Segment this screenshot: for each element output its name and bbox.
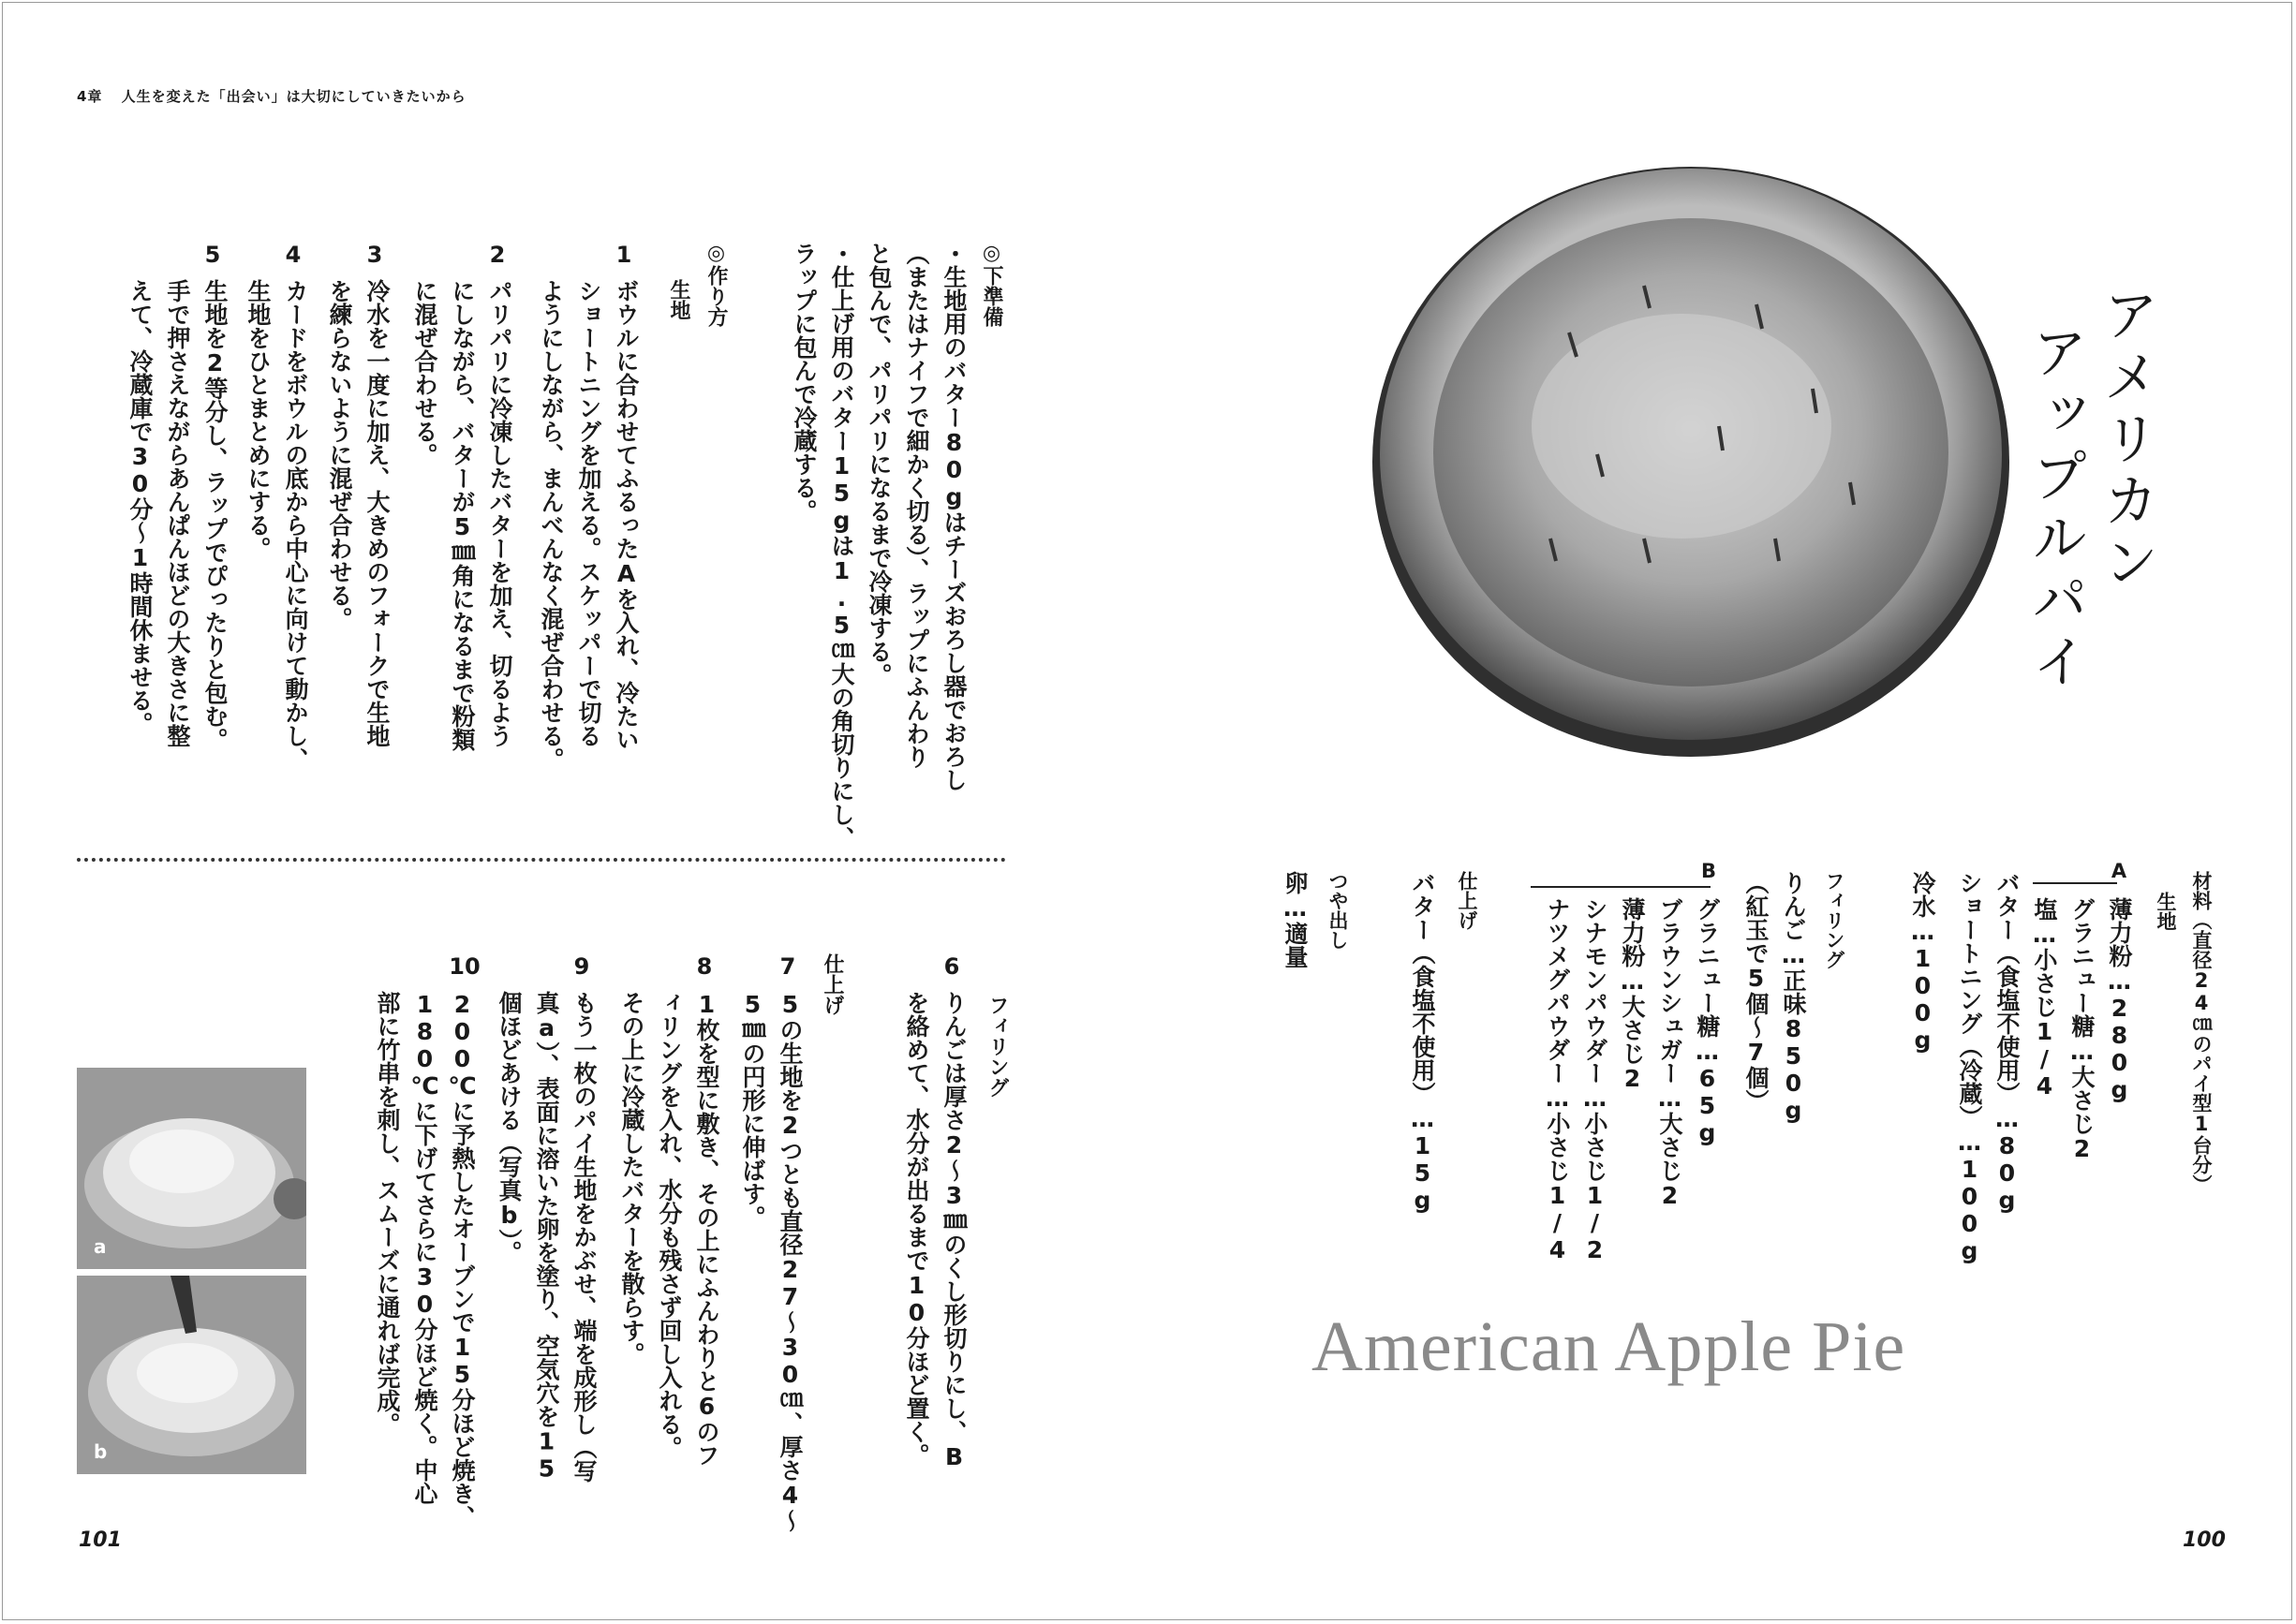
group-b-label: B xyxy=(1697,860,1720,882)
group-b-rule xyxy=(1531,886,1711,888)
page-number-left: 101 xyxy=(79,1528,122,1552)
apple-pie-photo xyxy=(1363,145,2019,763)
ingredient-item: （紅玉で5個〜7個） xyxy=(1742,871,1770,1113)
step-line: 1枚を型に敷き、その上にふんわりと6のフ xyxy=(693,991,720,1467)
step-number: 7 xyxy=(779,953,796,980)
step-line: 5の生地を2つとも直径27〜30㎝、厚さ4〜 xyxy=(777,991,804,1532)
step-line: 生地をひとまとめにする。 xyxy=(244,279,272,560)
photo-label: a xyxy=(94,1235,107,1258)
ingredient-item: バター（食塩不使用）…80g xyxy=(1993,871,2021,1214)
photo-b xyxy=(77,1276,306,1474)
step-line: 200℃に予熱したオーブンで15分ほど焼き、 xyxy=(449,991,476,1528)
step-line: ィリングを入れ、水分も残さず回し入れる。 xyxy=(656,991,683,1459)
step-line: を練らないように混ぜ合わせる。 xyxy=(326,279,353,630)
step-line: に混ぜ合わせる。 xyxy=(411,279,438,466)
running-header xyxy=(77,86,467,106)
step-line: にしながら、バターが5㎜角になるまで粉類 xyxy=(449,279,476,751)
step-line: ボウルに合わせてふるったAを入れ、冷たい xyxy=(613,279,640,751)
prep-line: ・生地用のバター80gはチーズおろし器でおろし xyxy=(941,242,968,791)
ingredient-item: ブラウンシュガー…大さじ2 xyxy=(1656,897,1683,1209)
prep-heading: ◎下準備 xyxy=(980,242,1003,327)
ingredient-item: 冷水…100g xyxy=(1909,871,1936,1054)
section-divider xyxy=(77,858,1006,862)
filling-heading: フィリング xyxy=(985,995,1009,1098)
method-heading: ◎作り方 xyxy=(704,242,728,327)
ingredient-item: 塩…小さじ1/4 xyxy=(2031,897,2058,1100)
photo-a xyxy=(77,1068,306,1269)
filling-heading: フィリング xyxy=(1823,871,1845,969)
ingredient-item: 卵…適量 xyxy=(1281,871,1309,968)
chapter-number: 4章 xyxy=(77,88,103,105)
ingredient-item: ナツメグパウダー…小さじ1/4 xyxy=(1544,897,1571,1263)
ingredient-item: 薄力粉…280g xyxy=(2106,897,2133,1103)
group-a-rule xyxy=(2033,882,2117,884)
glaze-heading: つや出し xyxy=(1326,871,1349,950)
step-number: 9 xyxy=(573,953,590,980)
photo-label: b xyxy=(94,1440,108,1463)
group-a-label: A xyxy=(2108,860,2130,882)
step-line: えて、冷蔵庫で30分〜1時間休ませる。 xyxy=(126,279,154,735)
title-jp-line: アップルパイ xyxy=(2022,323,2088,694)
ingredient-item: バター（食塩不使用）…15g xyxy=(1409,871,1436,1214)
dough-heading: 生地 xyxy=(667,279,690,320)
step-line: ようにしながら、まんべんなく混ぜ合わせる。 xyxy=(538,279,565,771)
step-line: 5㎜の円形に伸ばす。 xyxy=(739,991,766,1229)
ingredient-item: りんご…正味850g xyxy=(1780,871,1807,1124)
prep-line: ラップに包んで冷蔵する。 xyxy=(791,242,818,523)
step-number: 6 xyxy=(943,953,960,980)
step-line: ショートニングを加える。スケッパーで切る xyxy=(575,279,602,747)
ingredient-item: シナモンパウダー…小さじ1/2 xyxy=(1581,897,1608,1263)
chapter-title: 人生を変えた「出会い」は大切にしていきたいから xyxy=(121,88,467,105)
title-jp-line: アメリカン xyxy=(2094,286,2159,595)
step-line: 部に竹串を刺し、スムーズに通れば完成。 xyxy=(374,991,401,1436)
prep-line: （またはナイフで細かく切る）、ラップにふんわり xyxy=(903,242,930,769)
ingredients-heading: 材料（直径24㎝のパイ型1台分） xyxy=(2190,871,2213,1194)
step-line: 手で押さえながらあんぱんほどの大きさに整 xyxy=(164,279,191,747)
step-line: その上に冷蔵したバターを散らす。 xyxy=(618,991,645,1366)
step-number: 1 xyxy=(615,242,632,268)
finish-heading: 仕上げ xyxy=(1456,871,1478,930)
step-number: 3 xyxy=(366,242,383,268)
step-line: 個ほどあける（写真b）。 xyxy=(496,991,523,1264)
step-number: 10 xyxy=(449,953,481,980)
step-line: 生地を2等分し、ラップでぴったりと包む。 xyxy=(201,279,229,751)
ingredient-item: ショートニング（冷蔵）…100g xyxy=(1956,871,1983,1264)
finish-heading: 仕上げ xyxy=(821,953,844,1015)
step-number: 2 xyxy=(489,242,506,268)
step-line: パリパリに冷凍したバターを加え、切るよう xyxy=(486,279,513,747)
ingredient-item: 薄力粉…大さじ2 xyxy=(1619,897,1646,1092)
page-number-right: 100 xyxy=(2183,1528,2226,1552)
prep-line: ・仕上げ用のバター15gは1.5㎝大の角切りにし、 xyxy=(828,242,855,849)
step-line: カードをボウルの底から中心に向けて動かし、 xyxy=(282,279,309,771)
step-number: 4 xyxy=(285,242,302,268)
title-en: American Apple Pie xyxy=(1311,1307,1906,1386)
ingredient-item: グラニュー糖…大さじ2 xyxy=(2068,897,2096,1162)
step-line: を絡めて、水分が出るまで10分ほど置く。 xyxy=(903,991,930,1467)
step-line: 真a）、表面に溶いた卵を塗り、空気穴を15 xyxy=(533,991,560,1483)
dough-heading: 生地 xyxy=(2155,892,2177,931)
step-line: 180℃に下げてさらに30分ほど焼く。中心 xyxy=(411,991,438,1505)
step-number: 5 xyxy=(204,242,221,268)
step-number: 8 xyxy=(696,953,713,980)
ingredient-item: グラニュー糖…65g xyxy=(1694,897,1721,1146)
prep-line: と包んで、パリパリになるまで冷凍する。 xyxy=(866,242,893,687)
step-line: 冷水を一度に加え、大きめのフォークで生地 xyxy=(363,279,391,747)
step-line: りんごは厚さ2〜3㎜のくし形切りにし、B xyxy=(941,991,968,1470)
step-line: もう一枚のパイ生地をかぶせ、端を成形し（写 xyxy=(570,991,598,1483)
